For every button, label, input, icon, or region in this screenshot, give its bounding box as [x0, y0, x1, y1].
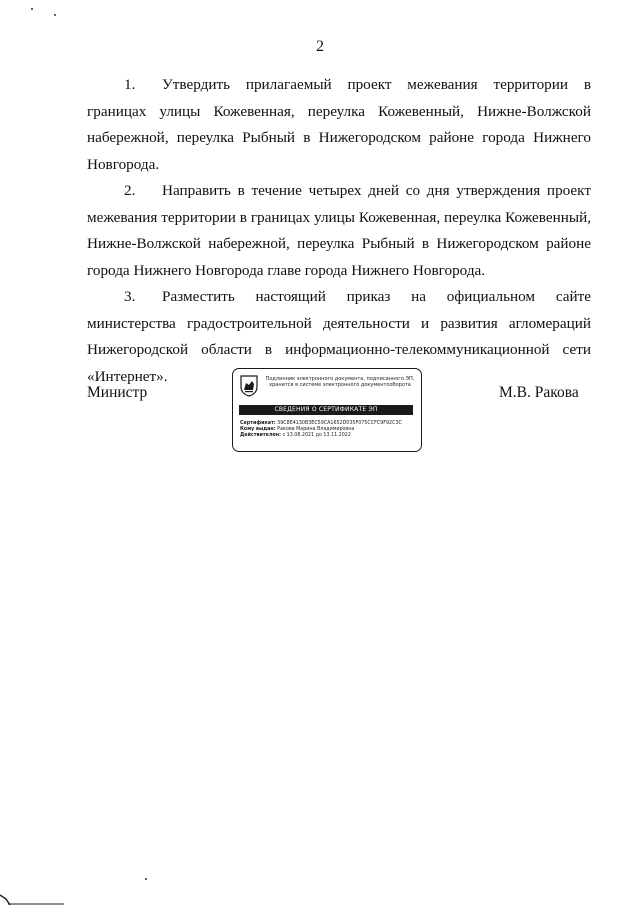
- paragraph-number: 1.: [124, 76, 136, 93]
- scan-dot: [54, 14, 56, 16]
- valid-value: с 13.08.2021 до 13.11.2022: [282, 433, 351, 439]
- order-body: [87, 72, 591, 390]
- coat-of-arms-icon: [240, 375, 258, 397]
- certificate-value: 39C8E4130B3EC59CA1652D035F075CCFC9F92C3C: [277, 421, 402, 426]
- valid-label: Действителен:: [240, 433, 281, 439]
- issued-to-label: Кому выдан:: [240, 427, 276, 433]
- paragraph-number: 3.: [124, 288, 136, 305]
- scan-dot: [145, 878, 147, 880]
- scan-dot: [31, 8, 33, 10]
- scan-corner-mark: [0, 881, 70, 905]
- paragraph-text: Разместить настоящий приказ на официальном сайте министерства градостроительной деятельности и развития агломераций Нижегородской области в информационно-телекоммуникационной сети «Интернет».: [87, 288, 591, 385]
- paragraph-number: 2.: [124, 182, 136, 199]
- stamp-header-line: хранится в системе электронного документооборота: [269, 382, 411, 389]
- paragraph-text: Направить в течение четырех дней со дня утверждения проект межевания территории в границах улицы Кожевенная, переулка Кожевенный, Нижне-Волжской набережной, переулка Рыбный в Нижегородском районе города Нижнего Новгорода главе города Нижнего Новгорода.: [87, 182, 591, 279]
- stamp-header-line: Подлинник электронного документа, подписанного ЭП,: [265, 376, 415, 382]
- paragraph-text: Утвердить прилагаемый проект межевания территории в границах улицы Кожевенная, переулка Кожевенный, Нижне-Волжской набережной, переулка Рыбный в Нижегородском районе города Нижнего Новгорода.: [87, 76, 591, 173]
- issued-to-value: Ракова Марина Владимировна: [277, 427, 355, 433]
- stamp-details: [240, 421, 418, 440]
- certificate-label: Сертификат:: [240, 421, 276, 426]
- signer-name: М.В. Ракова: [499, 384, 579, 401]
- stamp-header: [261, 376, 419, 389]
- stamp-certificate-bar: СВЕДЕНИЯ О СЕРТИФИКАТЕ ЭП: [239, 405, 413, 415]
- paragraph-2: [87, 178, 591, 284]
- paragraph-1: [87, 72, 591, 178]
- page-number: 2: [316, 38, 324, 55]
- electronic-signature-stamp: [232, 368, 422, 452]
- valid-row: [240, 433, 418, 439]
- signer-title: Министр: [87, 384, 148, 401]
